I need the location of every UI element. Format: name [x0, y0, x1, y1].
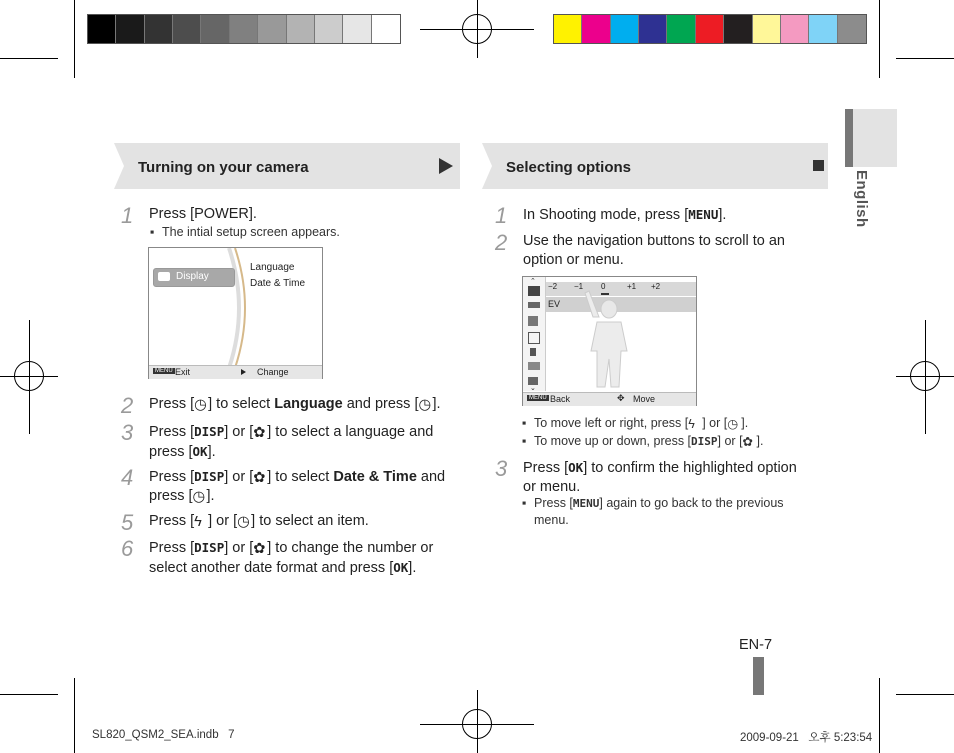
chevron-up-icon: ⌃ [530, 278, 536, 285]
section-title: Selecting options [506, 159, 632, 176]
ok-button-label: OK [393, 560, 409, 575]
color-swatch [753, 15, 781, 43]
color-swatch [639, 15, 667, 43]
screen-footer [149, 365, 322, 379]
macro-icon: ✿ [253, 541, 266, 557]
color-swatch [287, 15, 315, 43]
step-number: 2 [495, 230, 508, 255]
step-text: Press [DISP] or [✿ ] to select a language and press [OK]. [149, 424, 434, 460]
ok-button-label: OK [568, 460, 584, 475]
crop-mark [74, 0, 75, 78]
crop-mark [74, 678, 75, 753]
disp-button-label: DISP [194, 424, 225, 439]
iso-icon [528, 302, 540, 308]
move-icon: ✥ [617, 393, 625, 403]
color-swatch [258, 15, 286, 43]
color-swatch [145, 15, 173, 43]
step-number: 4 [121, 465, 134, 490]
bullet-item: ▪ To move up or down, press [DISP] or [✿ ]. [522, 434, 764, 449]
step-number: 3 [495, 456, 508, 481]
color-swatch [173, 15, 201, 43]
footer-move: Move [633, 394, 656, 404]
registration-mark [925, 320, 926, 434]
display-icon [158, 272, 170, 281]
quality-icon [528, 362, 540, 370]
page-number: EN-7 [739, 637, 773, 653]
camera-screen [522, 276, 697, 406]
timer-icon: ◷ [237, 514, 250, 530]
side-tab [853, 109, 897, 167]
step-note: ▪ Press [MENU] again to go back to the previous menu. [522, 496, 784, 527]
step-text: In Shooting mode, press [MENU]. [523, 207, 727, 223]
registration-mark [420, 724, 534, 725]
footer-exit: Exit [175, 367, 191, 377]
timer-icon: ◷ [194, 397, 207, 413]
grayscale-bar [87, 14, 401, 44]
step-text: Press [ϟ ] or [◷] to select an item. [149, 513, 369, 530]
color-bar [553, 14, 867, 44]
ok-button-label: OK [192, 444, 208, 459]
registration-mark [420, 29, 534, 30]
registration-mark [29, 320, 30, 434]
scale-tick: 0 [601, 282, 606, 291]
color-swatch [667, 15, 695, 43]
footer-change: Change [257, 367, 289, 377]
ev-label: EV [548, 299, 561, 309]
menu-badge: MENU [155, 368, 173, 374]
step-number: 6 [121, 536, 134, 561]
flash-icon: ϟ [688, 417, 695, 431]
color-swatch [372, 15, 400, 43]
scale-tick: +1 [627, 282, 637, 291]
square-icon [813, 160, 824, 171]
color-swatch [724, 15, 752, 43]
color-swatch [315, 15, 343, 43]
step-number: 2 [121, 393, 134, 418]
option-language: Language [250, 262, 295, 273]
macro-icon: ✿ [253, 425, 266, 441]
macro-icon: ✿ [253, 470, 266, 486]
photo-size-icon [530, 348, 536, 356]
color-swatch [88, 15, 116, 43]
color-swatch [201, 15, 229, 43]
section-title: Turning on your camera [138, 159, 309, 176]
scale-tick: −1 [574, 282, 584, 291]
bullet-item: ▪ To move left or right, press [ϟ ] or [◷ ]. [522, 416, 749, 431]
camera-screen [148, 247, 323, 379]
timer-icon: ◷ [727, 417, 739, 431]
crop-mark [0, 58, 58, 59]
wb-icon [528, 316, 538, 326]
play-icon [241, 369, 246, 375]
menu-item-display [153, 268, 235, 287]
arrow-right-icon [439, 158, 453, 174]
side-tab-label: English [853, 170, 870, 228]
chevron-down-icon: ⌄ [530, 385, 536, 392]
step-text: Use the navigation buttons to scroll to an option or menu. [523, 233, 785, 268]
registration-mark [477, 690, 478, 753]
step-note: ▪ The intial setup screen appears. [150, 225, 340, 239]
color-swatch [116, 15, 144, 43]
macro-icon: ✿ [742, 435, 754, 449]
color-swatch [809, 15, 837, 43]
step-text: Press [DISP] or [✿ ] to select Date & Time and press [◷]. [149, 469, 446, 505]
slug-left: SL820_QSM2_SEA.indb 7 [92, 729, 235, 741]
color-swatch [343, 15, 371, 43]
color-swatch [838, 15, 866, 43]
step-text: Press [POWER]. [149, 206, 257, 222]
icon-column [523, 277, 546, 391]
menu-button-label: MENU [572, 497, 600, 510]
step-text: Press [OK] to confirm the highlighted option or menu. [523, 460, 797, 495]
side-tab-marker [845, 109, 853, 167]
color-swatch [554, 15, 582, 43]
power-button-label: POWER [194, 206, 249, 222]
footer-back: Back [550, 394, 571, 404]
crop-mark [896, 58, 954, 59]
step-number: 3 [121, 420, 134, 445]
step-text: Press [◷] to select Language and press [◷]. [149, 396, 441, 413]
crop-mark [879, 0, 880, 78]
crop-mark [0, 694, 58, 695]
timer-icon: ◷ [418, 397, 432, 413]
timer-icon: ◷ [192, 489, 206, 505]
flash-icon: ϟ [194, 514, 202, 530]
step-number: 1 [121, 203, 134, 228]
disp-button-label: DISP [691, 435, 718, 448]
step-number: 5 [121, 510, 134, 535]
screen-footer [523, 392, 696, 406]
person-silhouette [583, 287, 633, 391]
scale-tick: −2 [548, 282, 558, 291]
ev-icon [528, 286, 540, 296]
color-swatch [582, 15, 610, 43]
color-swatch [230, 15, 258, 43]
face-icon [528, 332, 540, 344]
page-number-bar [753, 657, 764, 695]
crop-mark [896, 694, 954, 695]
color-swatch [611, 15, 639, 43]
color-swatch [781, 15, 809, 43]
menu-button-label: MENU [688, 207, 719, 222]
disp-button-label: DISP [194, 540, 225, 555]
step-number: 1 [495, 203, 508, 228]
menu-badge: MENU [529, 395, 547, 401]
slug-right: 2009-09-21 오후 5:23:54 [740, 732, 873, 744]
scale-tick: +2 [651, 282, 661, 291]
step-text: Press [DISP] or [✿ ] to change the number or select another date format and press [OK]. [149, 540, 434, 576]
color-swatch [696, 15, 724, 43]
option-date-time: Date & Time [250, 278, 306, 289]
disp-button-label: DISP [194, 469, 225, 484]
crop-mark [879, 678, 880, 753]
menu-item-label: Display [176, 271, 209, 282]
